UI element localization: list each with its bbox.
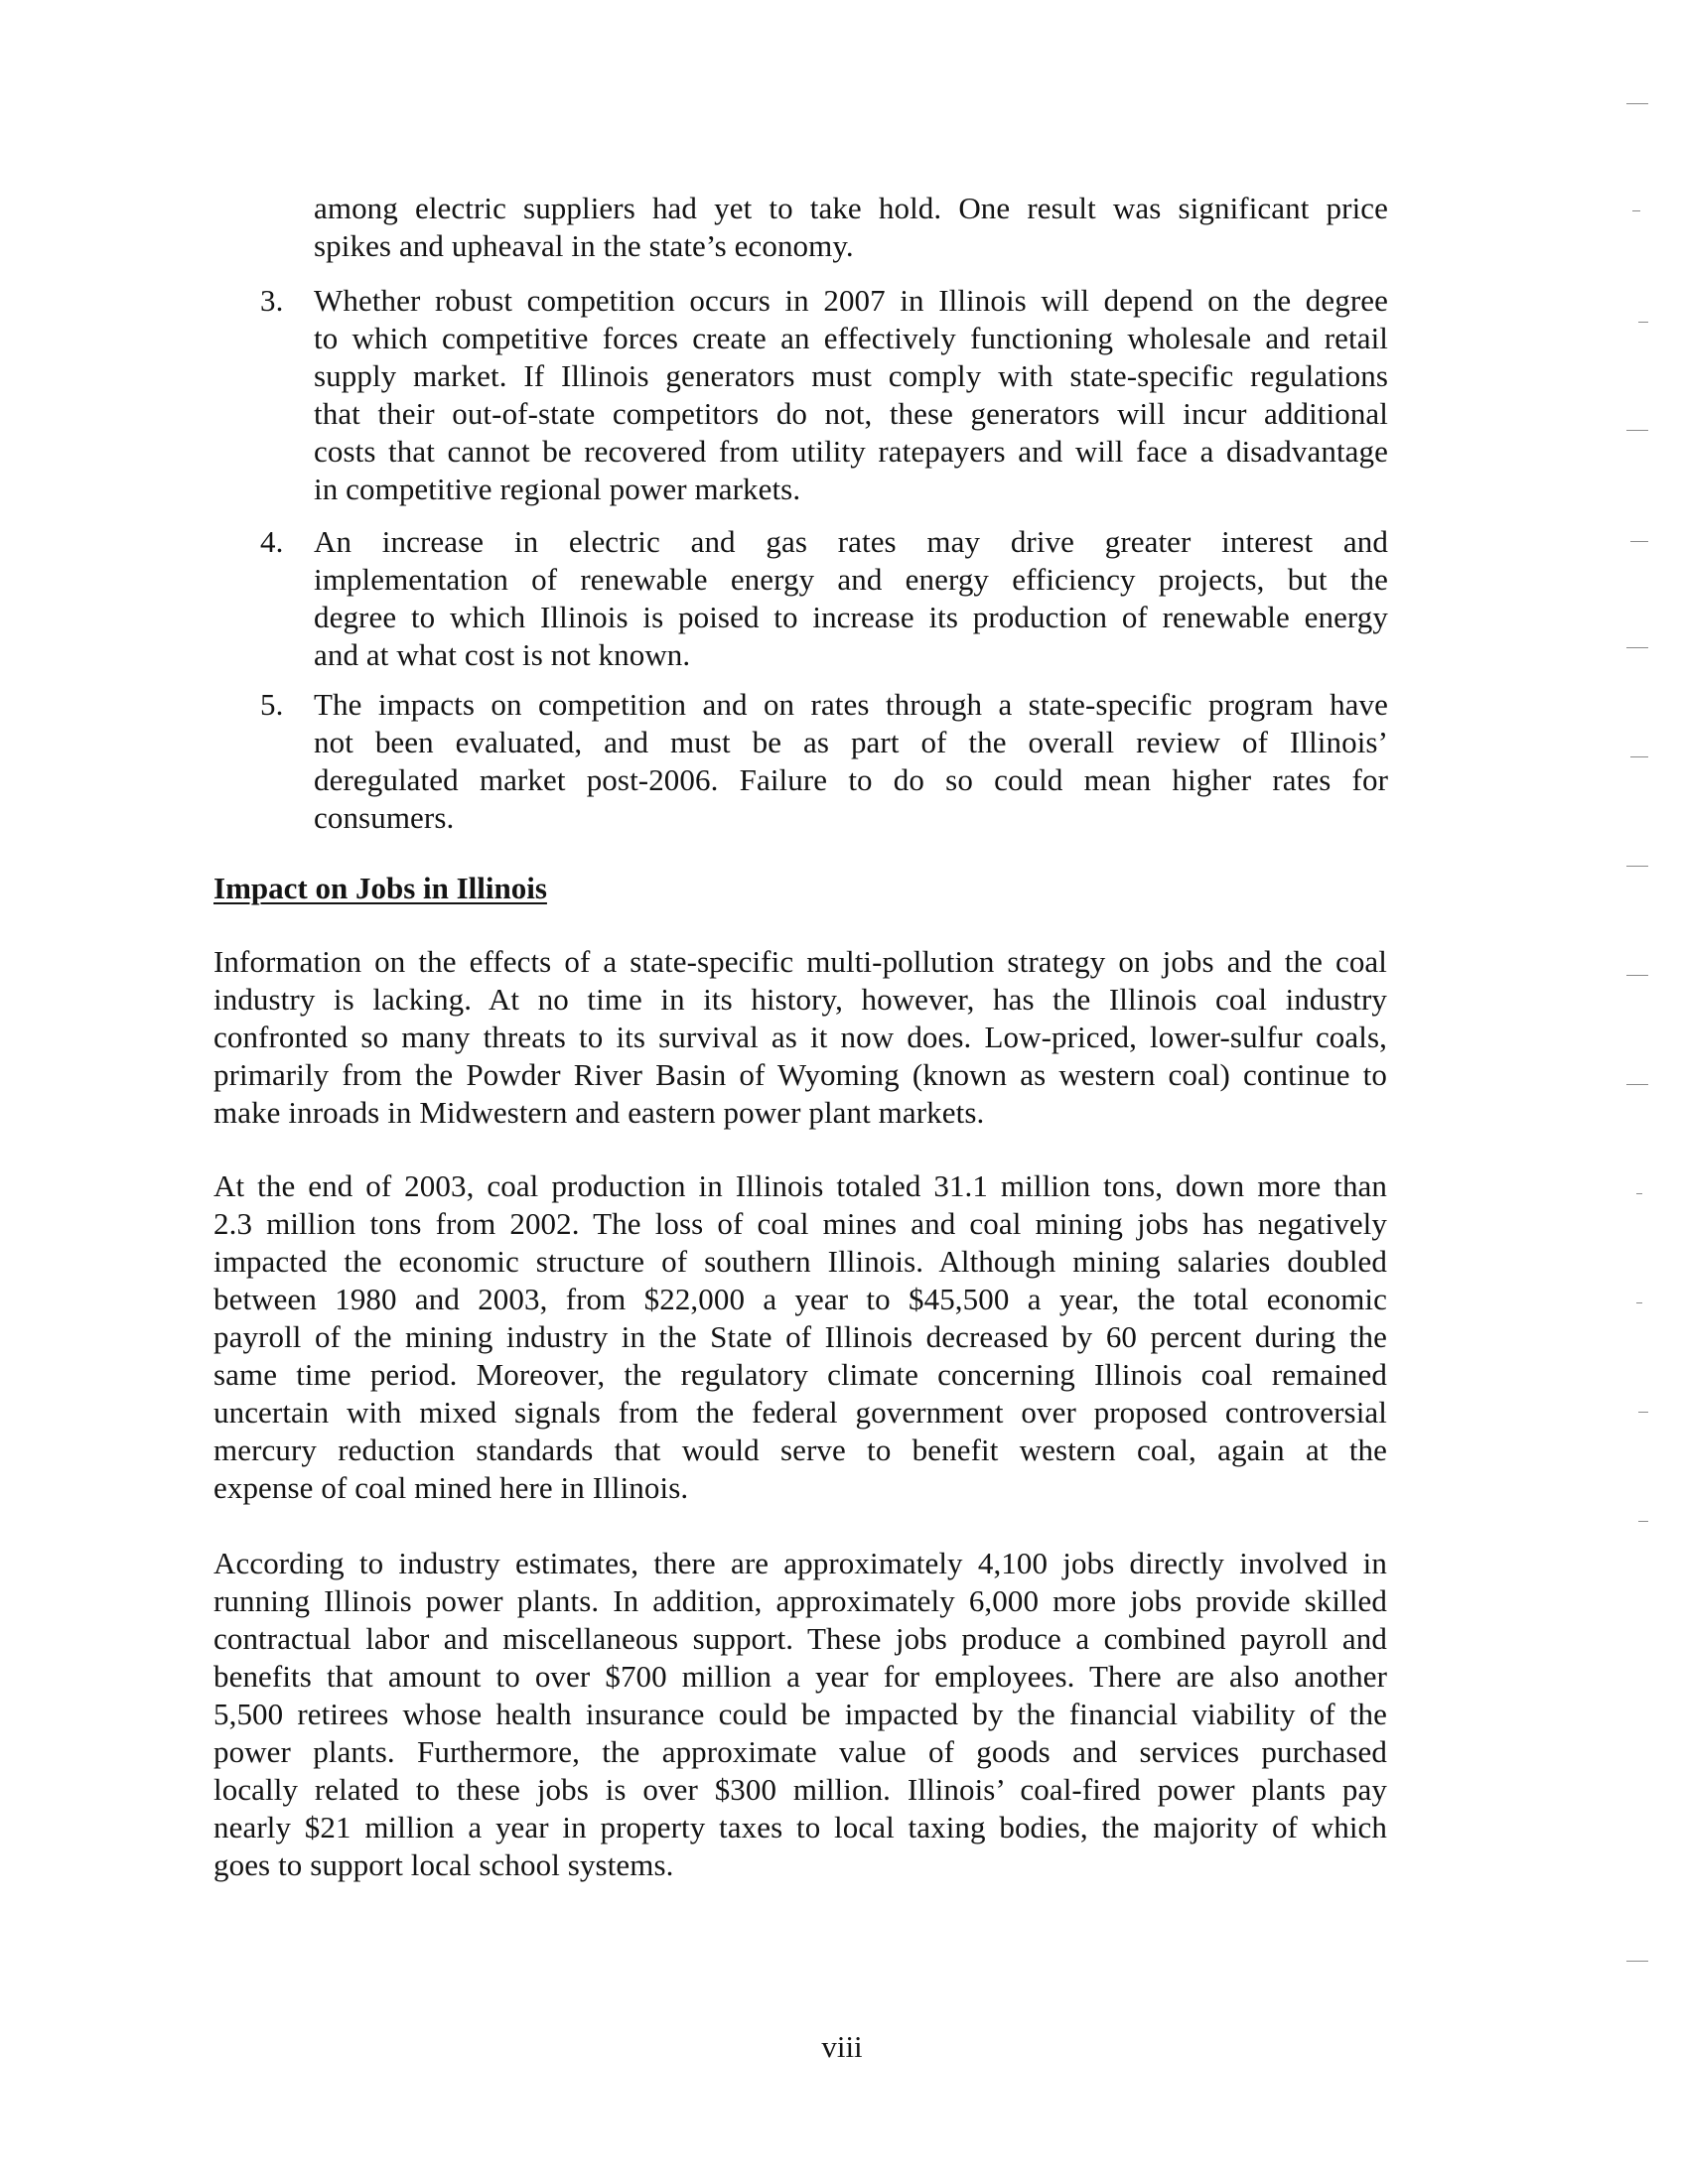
text-line: nearly $21 million a year in property taxes to local taxing bodies, the majority of which xyxy=(213,1810,1387,1844)
scan-edge-mark xyxy=(1626,647,1648,648)
list-item-number: 4. xyxy=(260,524,284,559)
body-paragraph xyxy=(213,1545,1387,1884)
text-line: consumers. xyxy=(314,800,455,835)
text-line: primarily from the Powder River Basin of Wyoming (known as western coal) continue to xyxy=(213,1057,1387,1092)
scan-edge-mark xyxy=(1638,322,1648,323)
body-paragraph xyxy=(213,943,1387,1132)
text-line: to which competitive forces create an effectively functioning wholesale and retail xyxy=(314,321,1388,355)
page-number: viii xyxy=(821,2029,863,2064)
text-line: spikes and upheaval in the state’s economy. xyxy=(314,228,854,263)
list-item-text xyxy=(314,282,1388,508)
text-line: power plants. Furthermore, the approximate value of goods and services purchased xyxy=(213,1734,1387,1769)
text-line: uncertain with mixed signals from the federal government over proposed controversial xyxy=(213,1395,1387,1430)
scan-edge-mark xyxy=(1632,210,1640,211)
list-item-number: 3. xyxy=(260,283,284,318)
text-line: goes to support local school systems. xyxy=(213,1847,674,1882)
body-paragraph xyxy=(213,1167,1387,1507)
numbered-list-item xyxy=(260,282,1388,508)
scan-edge-mark xyxy=(1630,756,1648,757)
text-line: that their out-of-state competitors do not, these generators will incur additional xyxy=(314,396,1388,431)
list-item-continuation xyxy=(314,190,1388,265)
scan-edge-mark xyxy=(1626,975,1648,976)
list-item-number: 5. xyxy=(260,687,284,722)
numbered-list-item xyxy=(260,686,1388,837)
scan-edge-mark xyxy=(1626,1084,1648,1085)
text-line: Information on the effects of a state-specific multi-pollution strategy on jobs and the coal xyxy=(213,944,1387,979)
text-line: locally related to these jobs is over $300 million. Illinois’ coal-fired power plants pay xyxy=(213,1772,1387,1807)
text-line: 5,500 retirees whose health insurance could be impacted by the financial viability of the xyxy=(213,1697,1387,1731)
text-line: supply market. If Illinois generators must comply with state-specific regulations xyxy=(314,358,1388,393)
text-line: confronted so many threats to its survival as it now does. Low-priced, lower-sulfur coals, xyxy=(213,1020,1387,1054)
text-line: and at what cost is not known. xyxy=(314,637,691,672)
scan-edge-mark xyxy=(1636,1193,1642,1194)
text-line: costs that cannot be recovered from utility ratepayers and will face a disadvantage xyxy=(314,434,1388,469)
text-line: An increase in electric and gas rates may drive greater interest and xyxy=(314,524,1388,559)
text-line: not been evaluated, and must be as part of the overall review of Illinois’ xyxy=(314,725,1388,759)
scan-edge-mark xyxy=(1638,1412,1648,1413)
scan-edge-mark xyxy=(1626,1961,1648,1962)
text-line: 2.3 million tons from 2002. The loss of coal mines and coal mining jobs has negatively xyxy=(213,1206,1387,1241)
text-line: Whether robust competition occurs in 2007 in Illinois will depend on the degree xyxy=(314,283,1388,318)
scan-edge-mark xyxy=(1638,1521,1648,1522)
text-line: contractual labor and miscellaneous support. These jobs produce a combined payroll and xyxy=(213,1621,1387,1656)
text-line: among electric suppliers had yet to take hold. One result was significant price xyxy=(314,191,1388,225)
text-line: impacted the economic structure of southern Illinois. Although mining salaries doubled xyxy=(213,1244,1387,1279)
text-line: payroll of the mining industry in the State of Illinois decreased by 60 percent during the xyxy=(213,1319,1387,1354)
text-line: The impacts on competition and on rates through a state-specific program have xyxy=(314,687,1388,722)
scan-edge-mark xyxy=(1626,866,1648,867)
scan-edge-mark xyxy=(1630,541,1648,542)
scan-edge-mark xyxy=(1636,1302,1642,1303)
text-line: mercury reduction standards that would serve to benefit western coal, again at the xyxy=(213,1433,1387,1467)
section-heading: Impact on Jobs in Illinois xyxy=(213,871,547,905)
text-line: industry is lacking. At no time in its history, however, has the Illinois coal industry xyxy=(213,982,1387,1017)
text-line: same time period. Moreover, the regulatory climate concerning Illinois coal remained xyxy=(213,1357,1387,1392)
text-line: degree to which Illinois is poised to increase its production of renewable energy xyxy=(314,600,1388,634)
text-line: expense of coal mined here in Illinois. xyxy=(213,1470,689,1505)
scan-edge-mark xyxy=(1626,430,1648,431)
list-item-text xyxy=(314,523,1388,674)
text-line: in competitive regional power markets. xyxy=(314,472,801,506)
text-line: running Illinois power plants. In addition, approximately 6,000 more jobs provide skilled xyxy=(213,1583,1387,1618)
scan-edge-mark xyxy=(1626,103,1648,104)
text-line: make inroads in Midwestern and eastern power plant markets. xyxy=(213,1095,985,1130)
text-line: implementation of renewable energy and energy efficiency projects, but the xyxy=(314,562,1388,597)
text-line: benefits that amount to over $700 million a year for employees. There are also another xyxy=(213,1659,1387,1694)
text-line: between 1980 and 2003, from $22,000 a year to $45,500 a year, the total economic xyxy=(213,1282,1387,1316)
text-line: At the end of 2003, coal production in Illinois totaled 31.1 million tons, down more than xyxy=(213,1168,1387,1203)
text-line: deregulated market post-2006. Failure to do so could mean higher rates for xyxy=(314,762,1388,797)
text-line: According to industry estimates, there are approximately 4,100 jobs directly involved in xyxy=(213,1546,1387,1580)
numbered-list-item xyxy=(260,523,1388,674)
list-item-text xyxy=(314,686,1388,837)
